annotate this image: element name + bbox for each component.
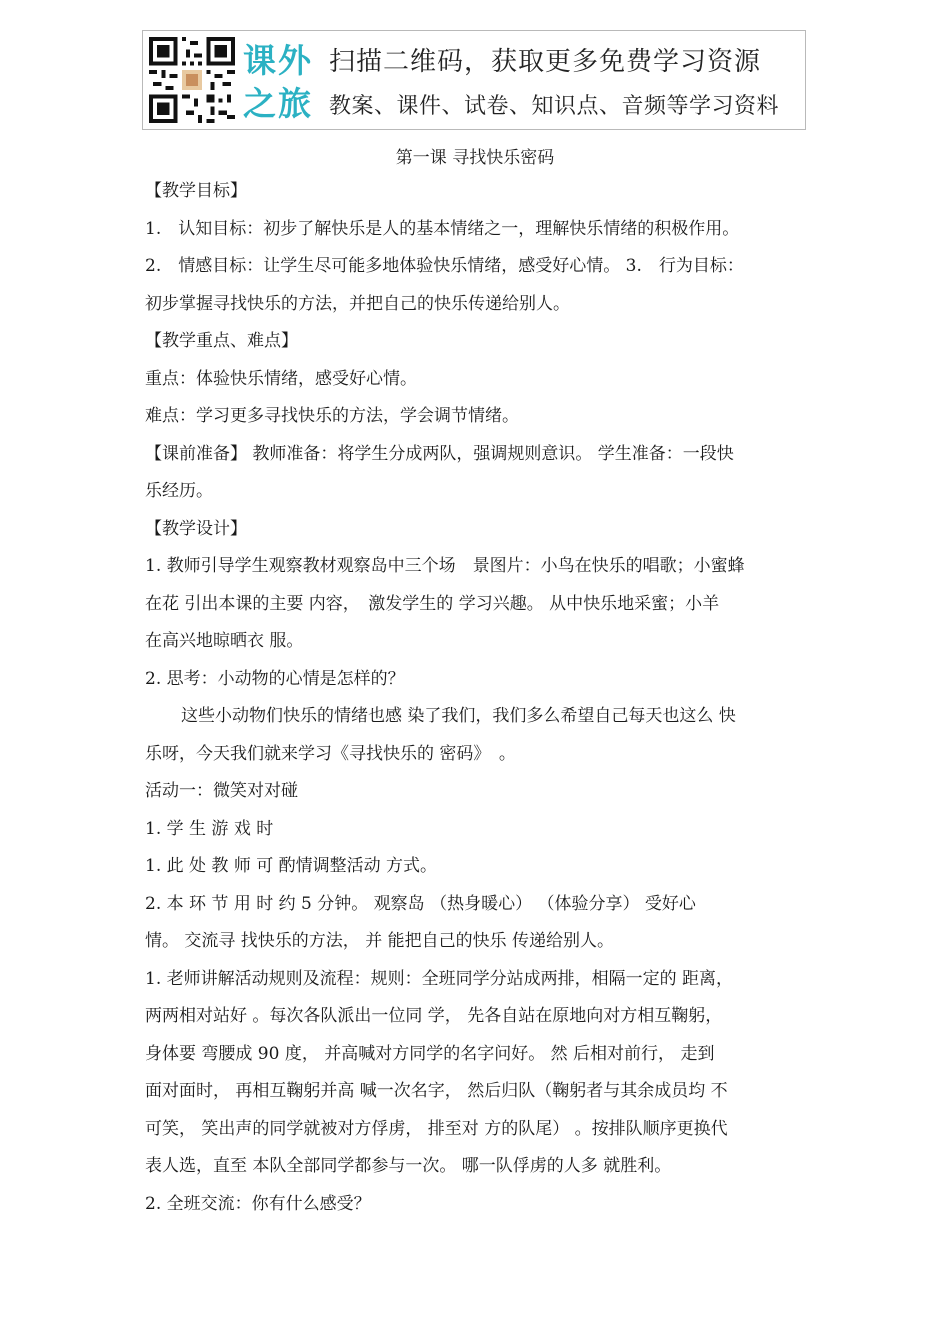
text-line: 1. 学 生 游 戏 时 [145,818,274,839]
text-line: 这些小动物们快乐的情绪也感 染了我们，我们多么希望自己每天也这么 快 [181,706,736,726]
text-line: 初步掌握寻找快乐的方法，并把自己的快乐传递给别人。 [145,293,570,314]
text-line: 2. 全班交流：你有什么感受？ [145,1193,371,1214]
text-line: 在高兴地晾晒衣 服。 [145,631,304,651]
text-line: 身体要 弯腰成 90 度， 并高喊对方同学的名字问好。 然 后相对前行， 走到 [145,1043,715,1064]
text-line: 1. 教师引导学生观察教材观察岛中三个场 景图片：小鸟在快乐的唱歌；小蜜蜂 [145,556,745,576]
text-line: 在花 引出本课的主要 内容， 激发学生的 学习兴趣。 从中快乐地采蜜；小羊 [145,593,720,614]
text-line: 【教学重点、难点】 [145,331,298,351]
text-line: 难点：学习更多寻找快乐的方法，学会调节情绪。 [145,406,519,426]
text-line: 活动一：微笑对对碰 [145,781,298,801]
text-line: 乐经历。 [145,481,213,501]
text-line: 情。 交流寻 找快乐的方法， 并 能把自己的快乐 传递给别人。 [145,931,615,951]
text-line: 面对面时， 再相互鞠躬并高 喊一次名字， 然后归队（鞠躬者与其余成员均 不 [145,1081,728,1101]
text-line: 1. 此 处 教 师 可 酌情调整活动 方式。 [145,856,438,876]
banner-tagline-1: 扫描二维码，获取更多免费学习资源 [329,47,762,77]
brand-line-1: 课外 [243,41,313,80]
header-banner [142,30,806,130]
text-line: 重点：体验快乐情绪，感受好心情。 [145,368,417,389]
text-line: 可笑， 笑出声的同学就被对方俘虏， 排至对 方的队尾） 。按排队顺序更换代 [145,1118,728,1139]
text-line: 2. 情感目标：让学生尽可能多地体验快乐情绪，感受好心情。 3. 行为目标： [145,256,744,276]
text-line: 乐呀，今天我们就来学习《寻找快乐的 密码》 。 [145,743,516,764]
text-line: 【教学目标】 [145,181,247,201]
text-line: 两两相对站好 。每次各队派出一位同 学， 先各自站在原地向对方相互鞠躬， [145,1006,723,1026]
banner-tagline-2: 教案、课件、试卷、知识点、音频等学习资料 [329,94,780,119]
text-line: 2. 思考：小动物的心情是怎样的？ [145,668,405,689]
lesson-body [145,173,810,1223]
text-line: 2. 本 环 节 用 时 约 5 分钟。 观察岛 （热身暖心） （体验分享） 受好心 [145,893,696,914]
text-line: 1. 老师讲解活动规则及流程：规则：全班同学分站成两排，相隔一定的 距离， [145,968,734,989]
qr-code-icon [149,37,235,123]
text-line: 表人选，直至 本队全部同学都参与一次。 哪一队俘虏的人多 就胜利。 [145,1156,672,1176]
text-line: 【教学设计】 [145,518,247,539]
brand-logo [243,39,319,125]
lesson-title: 第一课 寻找快乐密码 [395,148,555,168]
brand-line-2: 之旅 [243,84,313,123]
text-line: 【课前准备】 教师准备：将学生分成两队，强调规则意识。 学生准备：一段快 [145,443,734,464]
text-line: 1. 认知目标：初步了解快乐是人的基本情绪之一，理解快乐情绪的积极作用。 [145,218,740,239]
